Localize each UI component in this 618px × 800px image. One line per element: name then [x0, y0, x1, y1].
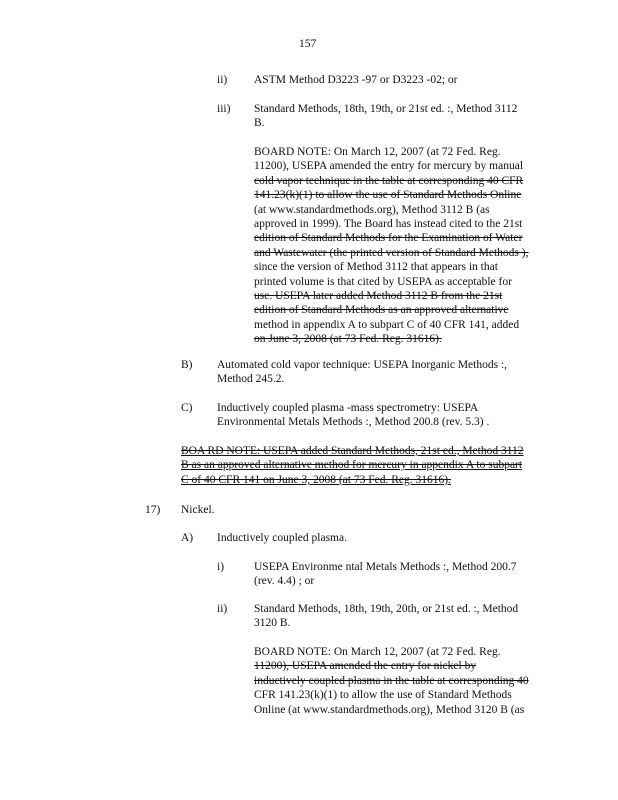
board-note-added-3112b: BOA RD NOTE: USEPA added Standard Methods, 21st ed., Method 3112 B as an approved alternative method for mercury in appendix A to subpart C of 40 CFR 141 on June 3, 2008 (at 73 Fed. Reg. 31616).	[181, 445, 524, 486]
list-marker: i)	[217, 561, 225, 573]
page-number: 157	[299, 38, 317, 50]
list-marker: ii)	[217, 74, 228, 86]
list-marker: A)	[181, 532, 194, 544]
board-note-nickel: BOARD NOTE: On March 12, 2007 (at 72 Fed. Reg. 11200), USEPA amended the entry for nickel by inductively coupled plasma in the table at corresponding 40 CFR 141.23(k)(1) to allow the use of Standard Methods Online (at www.standardmethods.org), Method 3120 B (as	[254, 646, 529, 716]
nickel-heading: Nickel.	[181, 504, 215, 516]
nickel-usepa-200-7: USEPA Environme ntal Metals Methods :, Method 200.7 (rev. 4.4) ; or	[254, 561, 517, 588]
list-marker: C)	[181, 402, 193, 414]
item-automated-cold-vapor: Automated cold vapor technique: USEPA Inorganic Methods :, Method 245.2.	[217, 359, 508, 386]
list-marker: iii)	[217, 103, 231, 115]
list-marker: B)	[181, 359, 193, 371]
nickel-icp: Inductively coupled plasma.	[217, 532, 347, 544]
board-note-mercury: BOARD NOTE: On March 12, 2007 (at 72 Fed. Reg. 11200), USEPA amended the entry for mercury by manual cold vapor technique in the table at corresponding 40 CFR 141.23(k)(1) to allow the use of Standard Methods Online (at www.standardmethods.org), Method 3112 B (as approved in 1999). The Board has instead cited to the 21st edition of Standard Methods for the Examination of Water and Wastewater (the printed version of Standard Methods ), since the version of Method 3112 that appears in that printed volume is that cited by USEPA as acceptable for use. USEPA later added Method 3112 B from the 21st edition of Standard Methods as an approved alternative method in appendix A to subpart C of 40 CFR 141, added on June 3, 2008 (at 73 Fed. Reg. 31616).	[254, 146, 529, 346]
nickel-standard-methods: Standard Methods, 18th, 19th, 20th, or 21st ed. :, Method 3120 B.	[254, 603, 519, 630]
astm-method-text: ASTM Method D3223 -97 or D3223 -02; or	[254, 74, 458, 86]
list-marker: 17)	[145, 504, 161, 516]
standard-methods-mercury: Standard Methods, 18th, 19th, or 21st ed. :, Method 3112 B.	[254, 103, 518, 130]
list-marker: ii)	[217, 603, 228, 615]
item-icp-ms: Inductively coupled plasma -mass spectrometry: USEPA Environmental Metals Methods :, Method 200.8 (rev. 5.3) .	[217, 402, 490, 429]
